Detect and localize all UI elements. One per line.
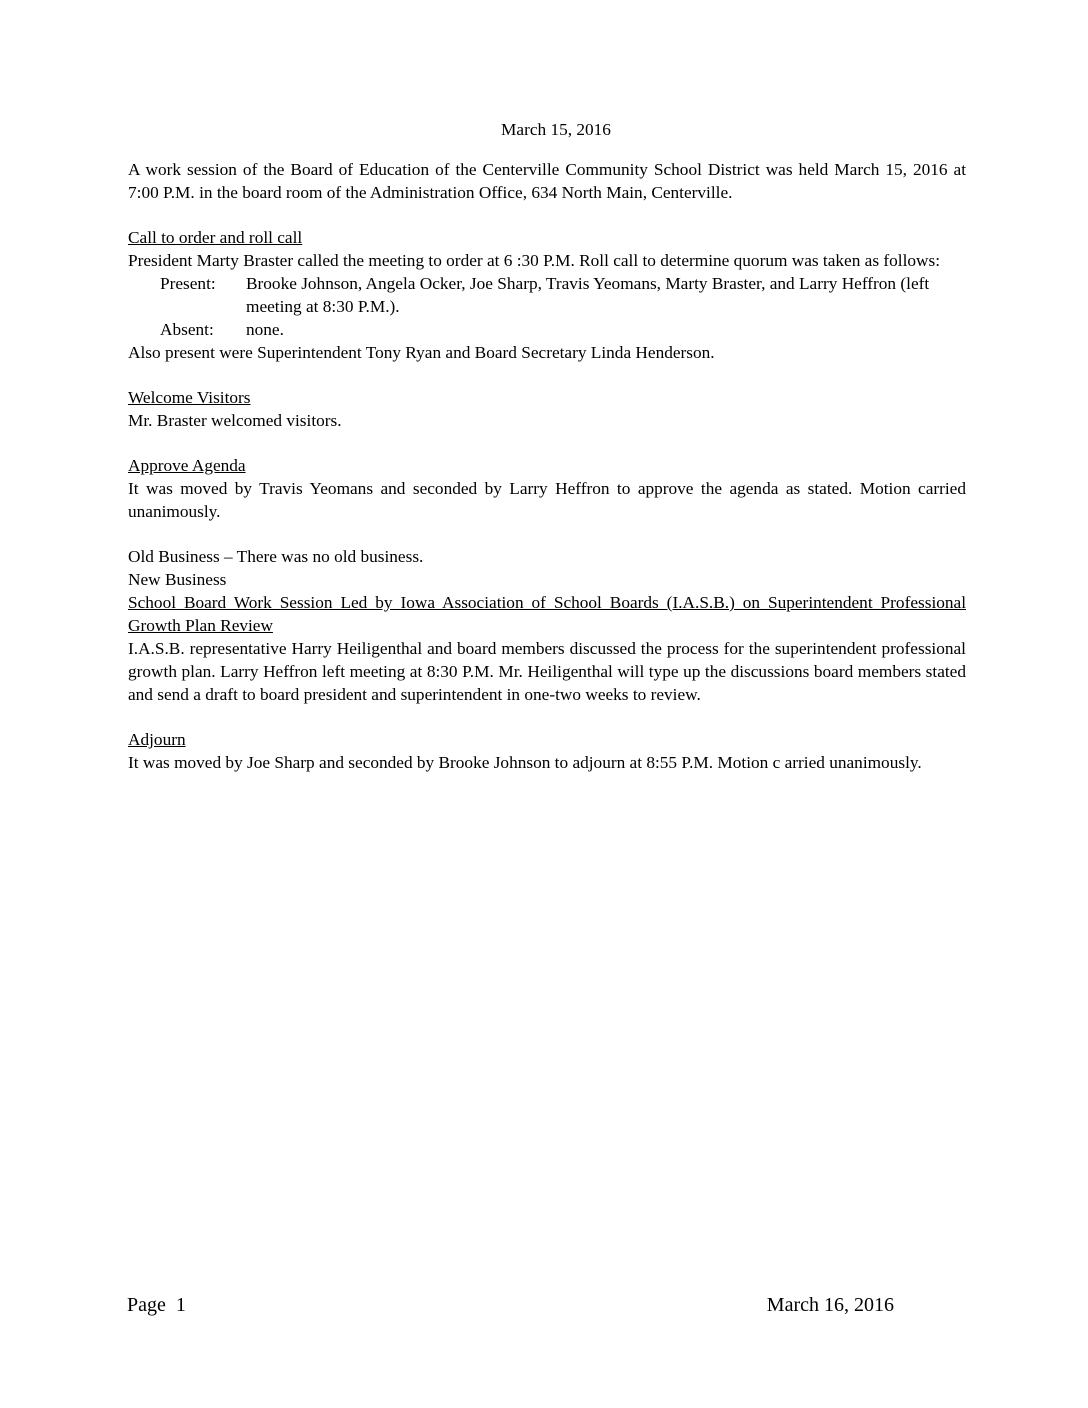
call-to-order-heading: Call to order and roll call bbox=[128, 228, 303, 247]
minutes-body bbox=[128, 118, 966, 774]
approve-agenda-section bbox=[128, 454, 966, 523]
meeting-date-heading: March 15, 2016 bbox=[501, 120, 611, 139]
adjourn-text: It was moved by Joe Sharp and seconded by Brooke Johnson to adjourn at 8:55 P.M. Motion c arried unanimously. bbox=[128, 753, 922, 772]
call-to-order-section bbox=[128, 226, 966, 364]
absent-label: Absent: bbox=[160, 320, 214, 339]
page-number: Page 1 bbox=[127, 1294, 186, 1316]
page-footer bbox=[127, 1294, 894, 1317]
also-present-text: Also present were Superintendent Tony Ryan and Board Secretary Linda Henderson. bbox=[128, 343, 715, 362]
adjourn-section bbox=[128, 728, 966, 774]
welcome-section bbox=[128, 386, 966, 432]
welcome-text: Mr. Braster welcomed visitors. bbox=[128, 411, 342, 430]
new-business-section bbox=[128, 591, 966, 706]
welcome-heading: Welcome Visitors bbox=[128, 388, 251, 407]
call-to-order-text: President Marty Braster called the meeting to order at 6 :30 P.M. Roll call to determine quorum was taken as follows: bbox=[128, 251, 941, 270]
approve-agenda-heading: Approve Agenda bbox=[128, 456, 246, 475]
absent-row bbox=[160, 318, 966, 341]
absent-names: none. bbox=[246, 320, 284, 339]
footer-date: March 16, 2016 bbox=[766, 1294, 894, 1316]
present-label: Present: bbox=[160, 274, 216, 293]
work-session-text: I.A.S.B. representative Harry Heiligenthal and board members discussed the process for the superintendent professional growth plan. Larry Heffron left meeting at 8:30 P.M. Mr. Heiligenthal will type up the discussions board members stated and send a draft to board president and superintendent in one-two weeks to review. bbox=[128, 639, 966, 704]
intro-paragraph: A work session of the Board of Education of the Centerville Community School District was held March 15, 2016 at 7:00 P.M. in the board room of the Administration Office, 634 North Main, Centerville. bbox=[128, 160, 966, 202]
adjourn-heading: Adjourn bbox=[128, 730, 186, 749]
old-business-text: Old Business – There was no old business. bbox=[128, 547, 424, 566]
new-business-label: New Business bbox=[128, 570, 227, 589]
present-row bbox=[160, 272, 966, 318]
approve-agenda-text: It was moved by Travis Yeomans and seconded by Larry Heffron to approve the agenda as stated. Motion carried unanimously. bbox=[128, 479, 966, 521]
present-names: Brooke Johnson, Angela Ocker, Joe Sharp, Travis Yeomans, Marty Braster, and Larry Heffron (left meeting at 8:30 P.M.). bbox=[246, 274, 930, 316]
work-session-title: School Board Work Session Led by Iowa Association of School Boards (I.A.S.B.) on Superintendent Professional Growth Plan Review bbox=[128, 593, 966, 635]
roll-call-list bbox=[160, 272, 966, 341]
